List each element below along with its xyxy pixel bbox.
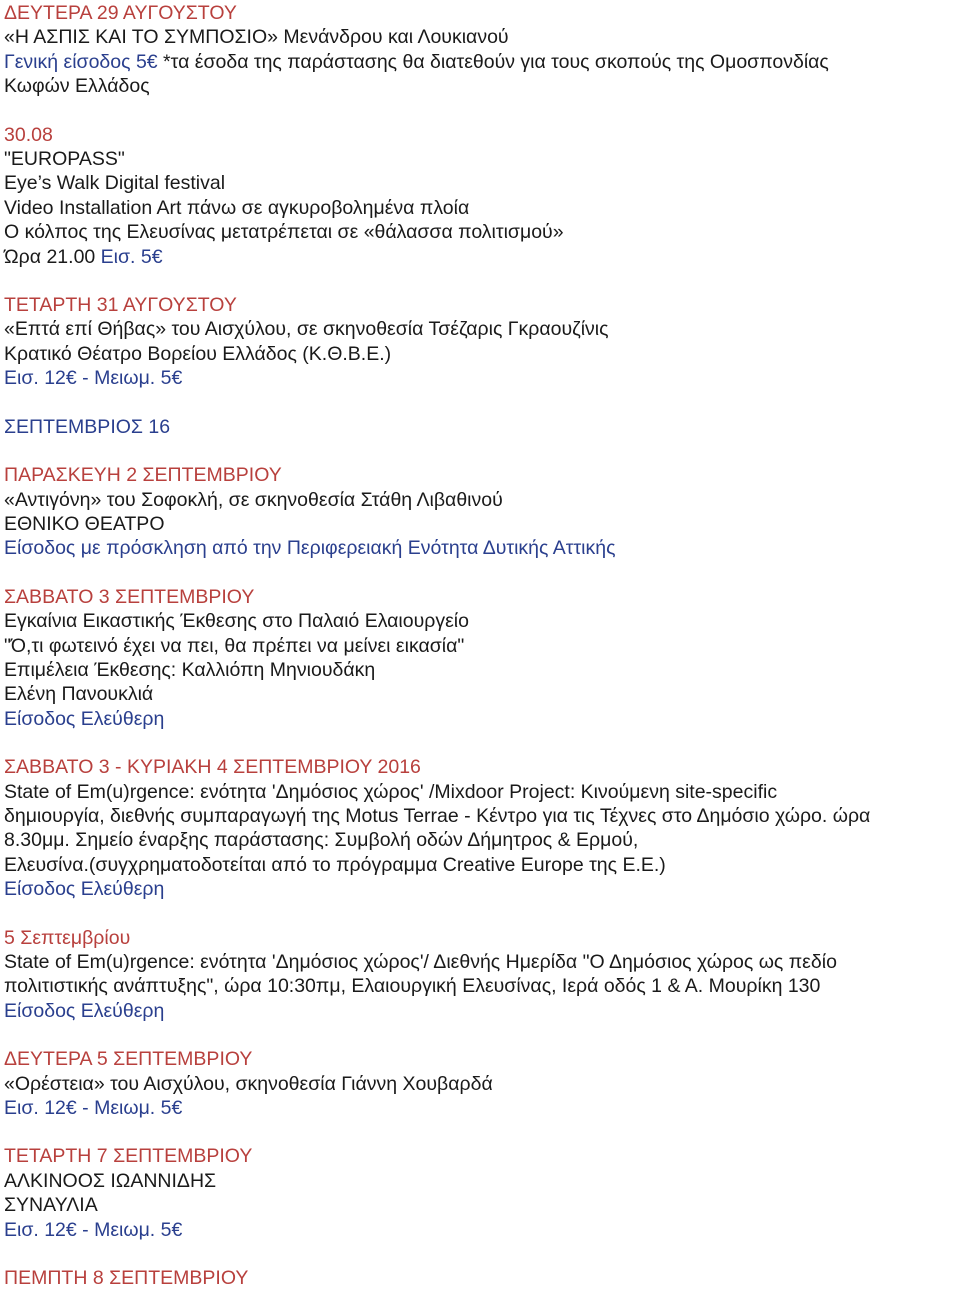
ticket-info: Εισ. 12€ - Μειωμ. 5€ (4, 367, 183, 390)
ticket-info: Είσοδος με πρόσκληση από την Περιφερειακή Ενότητα Δυτικής Αττικής (4, 537, 616, 560)
block-spacer (4, 439, 960, 463)
event-text: ΣΥΝΑΥΛΙΑ (4, 1194, 98, 1217)
event-text: Eye’s Walk Digital festival (4, 172, 226, 195)
event-block (4, 415, 960, 439)
event-date-heading: ΣΑΒΒΑΤΟ 3 - ΚΥΡΙΑΚΗ 4 ΣΕΠΤΕΜΒΡΙΟΥ 2016 (4, 756, 421, 779)
event-block (4, 1, 960, 99)
event-text: δημιουργία, διεθνής συμπαραγωγή της Motus Terrae - Κέντρο για τις Τέχνες στο Δημόσιο χώρο. ώρα (4, 804, 871, 827)
event-block (4, 585, 960, 731)
event-text: 8.30μμ. Σημείο έναρξης παράστασης: Συμβολή οδών Δήμητρος & Ερμού, (4, 829, 639, 852)
block-spacer (4, 902, 960, 926)
block-spacer (4, 1242, 960, 1266)
event-block (4, 463, 960, 561)
event-date-heading: ΣΑΒΒΑΤΟ 3 ΣΕΠΤΕΜΒΡΙΟΥ (4, 585, 255, 608)
event-block (4, 293, 960, 391)
event-text: "Ό,τι φωτεινό έχει να πει, θα πρέπει να μείνει εικασία" (4, 634, 465, 657)
event-text: ΑΛΚΙΝΟΟΣ ΙΩΑΝΝΙΔΗΣ (4, 1169, 217, 1192)
block-spacer (4, 99, 960, 123)
event-text: ΕΘΝΙΚΟ ΘΕΑΤΡΟ (4, 512, 165, 535)
event-date-heading: ΠΑΡΑΣΚΕΥΗ 2 ΣΕΠΤΕΜΒΡΙΟΥ (4, 464, 282, 487)
event-date-heading: ΠΕΜΠΤΗ 8 ΣΕΠΤΕΜΒΡΙΟΥ (4, 1267, 249, 1290)
block-spacer (4, 731, 960, 755)
block-spacer (4, 391, 960, 415)
ticket-info: Γενική είσοδος 5€ (4, 50, 158, 73)
event-block (4, 926, 960, 1024)
event-text: *τα έσοδα της παράστασης θα διατεθούν για τους σκοπούς της Ομοσπονδίας (157, 50, 829, 73)
event-block (4, 1047, 960, 1120)
event-date-heading: 30.08 (4, 123, 53, 146)
event-line (4, 245, 960, 269)
event-text: Video Installation Art πάνω σε αγκυροβολημένα πλοία (4, 196, 470, 219)
event-line (4, 50, 960, 74)
event-text: State of Em(u)rgence: ενότητα 'Δημόσιος χώρος'/ Διεθνής Ημερίδα "Ο Δημόσιος χώρος ως πεδίο (4, 951, 837, 973)
event-text: Εγκαίνια Εικαστικής Έκθεσης στο Παλαιό Ελαιουργείο (4, 610, 469, 633)
ticket-info: Εισ. 12€ - Μειωμ. 5€ (4, 1218, 183, 1241)
ticket-info: Εισ. 5€ (100, 245, 163, 268)
event-date-heading: ΤΕΤΑΡΤΗ 31 ΑΥΓΟΥΣΤΟΥ (4, 294, 237, 317)
event-text: Κρατικό Θέατρο Βορείου Ελλάδος (Κ.Θ.Β.Ε.) (4, 342, 392, 365)
event-date-heading: ΤΕΤΑΡΤΗ 7 ΣΕΠΤΕΜΒΡΙΟΥ (4, 1145, 253, 1168)
block-spacer (4, 1120, 960, 1144)
block-spacer (4, 269, 960, 293)
ticket-info: Είσοδος Ελεύθερη (4, 707, 165, 730)
event-text: «Η ΑΣΠΙΣ ΚΑΙ ΤΟ ΣΥΜΠΟΣΙΟ» Μενάνδρου και Λουκιανού (4, 26, 509, 49)
event-text: Ο κόλπος της Ελευσίνας μετατρέπεται σε «θάλασσα πολιτισμού» (4, 221, 564, 244)
event-text: Ελευσίνα.(συγχρηματοδοτείται από το πρόγραμμα Creative Europe της Ε.Ε.) (4, 853, 666, 876)
ticket-info: ΣΕΠΤΕΜΒΡΙΟΣ 16 (4, 415, 171, 438)
event-text: πολιτιστικής ανάπτυξης", ώρα 10:30πμ, Ελαιουργική Ελευσίνας, Ιερά οδός 1 & Α. Μουρίκη 130 (4, 975, 821, 998)
ticket-info: Εισ. 12€ - Μειωμ. 5€ (4, 1097, 183, 1120)
event-block (4, 1266, 960, 1290)
block-spacer (4, 1023, 960, 1047)
event-date-heading: 5 Σεπτεμβρίου (4, 926, 131, 949)
event-text: State of Em(u)rgence: ενότητα 'Δημόσιος χώρος' /Mixdoor Project: Κινούμενη site-specific (4, 780, 778, 803)
event-text: «Αντιγόνη» του Σοφοκλή, σε σκηνοθεσία Στάθη Λιβαθινού (4, 488, 503, 511)
event-text: "EUROPASS" (4, 148, 125, 171)
event-text: Κωφών Ελλάδος (4, 75, 150, 98)
event-text: Επιμέλεια Έκθεσης: Καλλιόπη Μηνιουδάκη (4, 658, 376, 681)
event-date-heading: ΔΕΥΤΕΡΑ 5 ΣΕΠΤΕΜΒΡΙΟΥ (4, 1048, 253, 1071)
event-block (4, 123, 960, 269)
event-text: «Επτά επί Θήβας» του Αισχύλου, σε σκηνοθεσία Τσέζαρις Γκραουζίνις (4, 318, 609, 341)
event-block (4, 1144, 960, 1242)
ticket-info: Είσοδος Ελεύθερη (4, 878, 165, 901)
event-text: «Ορέστεια» του Αισχύλου, σκηνοθεσία Γιάννη Χουβαρδά (4, 1072, 493, 1095)
event-text: Ελένη Πανουκλιά (4, 683, 154, 706)
ticket-info: Είσοδος Ελεύθερη (4, 999, 165, 1022)
event-date-heading: ΔΕΥΤΕΡΑ 29 ΑΥΓΟΥΣΤΟΥ (4, 2, 237, 24)
event-text: Ώρα 21.00 (4, 245, 101, 268)
block-spacer (4, 561, 960, 585)
event-block (4, 755, 960, 901)
